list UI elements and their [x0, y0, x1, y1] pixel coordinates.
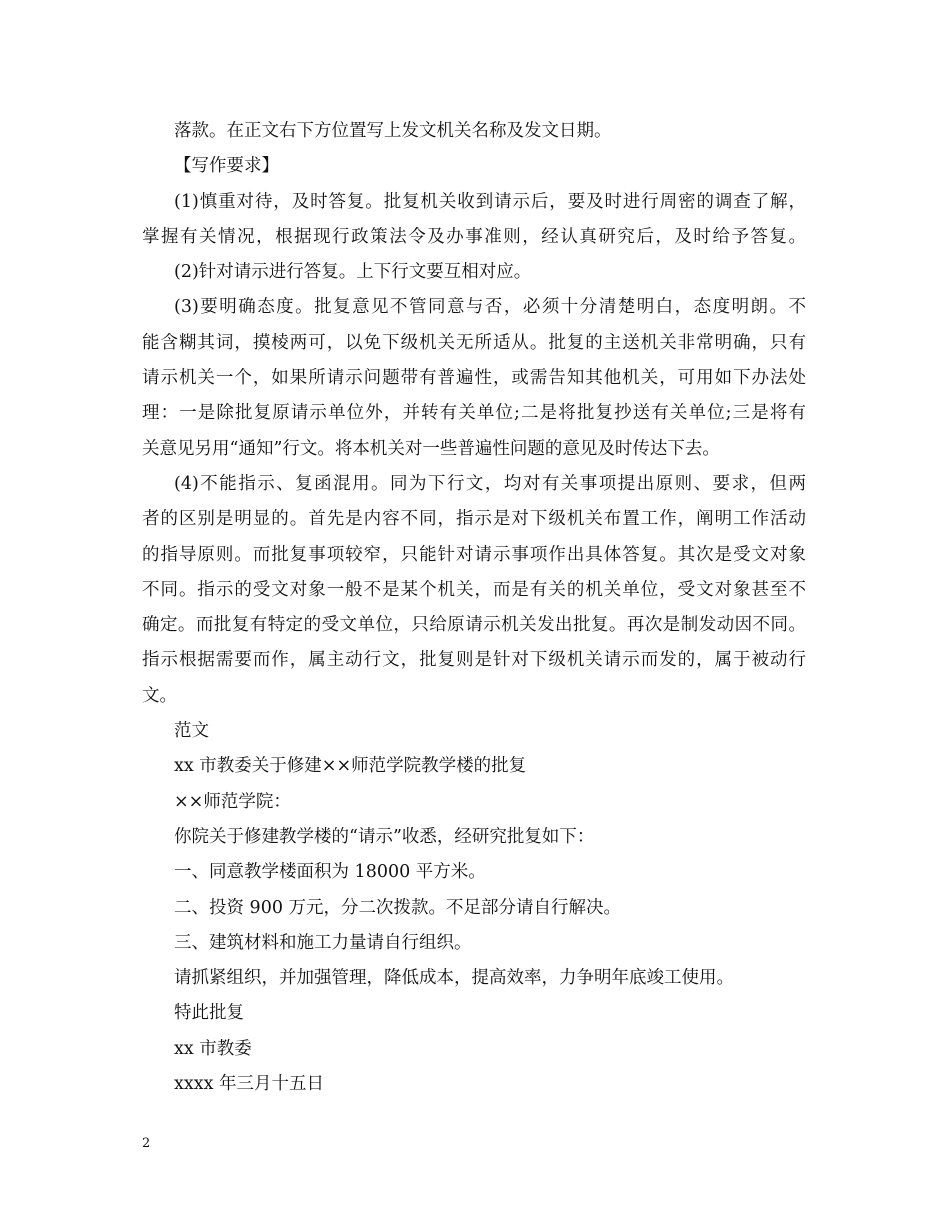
- text-line: 一、同意教学楼面积为 18000 平方米。: [174, 862, 486, 883]
- text-line: 你院关于修建教学楼的“请示”收悉，经研究批复如下：: [174, 826, 595, 847]
- text-line: 落款。在正文右下方位置写上发文机关名称及发文日期。: [174, 121, 612, 141]
- text-line: 文。: [142, 685, 177, 706]
- text-line: 特此批复: [174, 1003, 244, 1024]
- text-line: 三、建筑材料和施工力量请自行组织。: [174, 932, 472, 953]
- sample-recipient: ××师范学院：: [174, 791, 291, 812]
- text-line: (1)慎重对待，及时答复。批复机关收到请示后，要及时进行周密的调查了解，: [174, 191, 806, 212]
- text-line: 请示机关一个，如果所请示问题带有普遍性，或需告知其他机关，可用如下办法处: [142, 368, 806, 389]
- document-body: [142, 114, 806, 1102]
- sample-title: xx 市教委关于修建××师范学院教学楼的批复: [174, 756, 527, 777]
- text-line: 掌握有关情况，根据现行政策法令及办事准则，经认真研究后，及时给予答复。: [142, 226, 806, 247]
- text-line: 指示根据需要而作，属主动行文，批复则是针对下级机关请示而发的，属于被动行: [142, 650, 806, 671]
- text-line: (4)不能指示、复函混用。同为下行文，均对有关事项提出原则、要求，但两: [174, 473, 806, 494]
- text-line: 能含糊其词，摸棱两可，以免下级机关无所适从。批复的主送机关非常明确，只有: [142, 332, 806, 353]
- text-line: 请抓紧组织，并加强管理，降低成本，提高效率，力争明年底竣工使用。: [174, 968, 734, 989]
- text-line: 不同。指示的受文对象一般不是某个机关，而是有关的机关单位，受文对象甚至不: [142, 579, 806, 600]
- text-line: 确定。而批复有特定的受文单位，只给原请示机关发出批复。再次是制发动因不同。: [142, 615, 806, 636]
- sample-heading: 范文: [174, 721, 209, 742]
- text-line: (2)针对请示进行答复。上下行文要互相对应。: [174, 262, 532, 283]
- text-line: (3)要明确态度。批复意见不管同意与否，必须十分清楚明白，态度明朗。不: [174, 297, 806, 318]
- text-line: 理：一是除批复原请示单位外，并转有关单位;二是将批复抄送有关单位;三是将有: [142, 403, 806, 424]
- text-line: 二、投资 900 万元，分二次拨款。不足部分请自行解决。: [174, 897, 622, 918]
- text-line: 关意见另用“通知”行文。将本机关对一些普遍性问题的意见及时传达下去。: [142, 438, 720, 459]
- text-line: 的指导原则。而批复事项较窄，只能针对请示事项作出具体答复。其次是受文对象: [142, 544, 806, 565]
- page-number: 2: [142, 1136, 151, 1151]
- section-heading: 【写作要求】: [174, 156, 279, 177]
- text-line: 者的区别是明显的。首先是内容不同，指示是对下级机关布置工作，阐明工作活动: [142, 509, 806, 530]
- sample-date: xxxx 年三月十五日: [174, 1074, 325, 1095]
- sample-signature: xx 市教委: [174, 1038, 252, 1059]
